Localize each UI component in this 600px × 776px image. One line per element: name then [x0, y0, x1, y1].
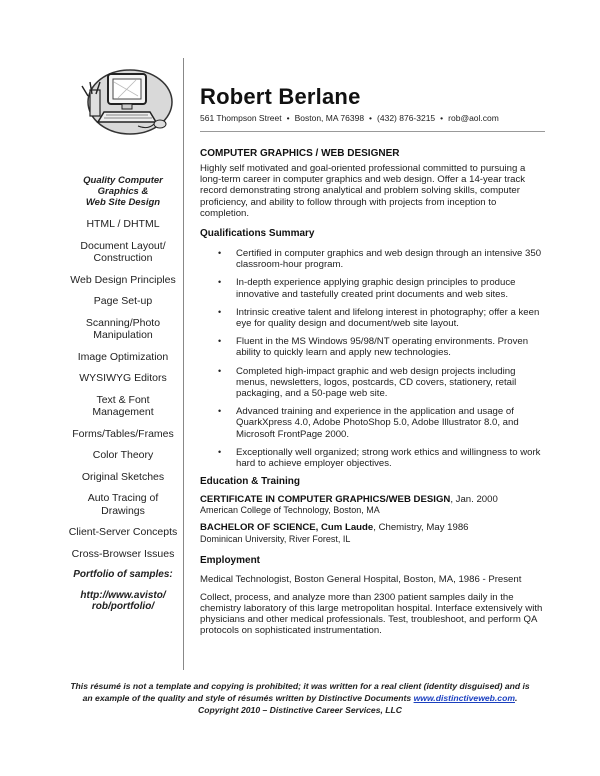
education-detail: , Chemistry, May 1986	[373, 522, 469, 534]
list-item	[200, 336, 545, 358]
header-rule	[200, 131, 545, 132]
qualification-text: Completed high-impact graphic and web design projects including menus, newsletters, logos, postcards, CD covers, stationery, retail packaging, and a 50-page web site.	[236, 365, 517, 400]
objective-title: COMPUTER GRAPHICS / WEB DESIGNER	[200, 148, 400, 159]
tagline	[62, 175, 184, 208]
footer-line-2-text: an example of the quality and style of résumés written by Distinctive Documents	[82, 693, 414, 703]
footer-line-3: Copyright 2010 – Distinctive Career Services, LLC	[198, 705, 402, 715]
main-content	[200, 84, 545, 637]
qualification-text: Fluent in the MS Windows 95/98/NT operating environments. Proven ability to quickly learn and apply new technologies.	[236, 336, 529, 359]
skill-image-optimization: Image Optimization	[77, 350, 169, 363]
vertical-divider	[183, 58, 184, 670]
bullet-icon: •	[218, 365, 222, 376]
list-item	[200, 366, 545, 400]
education-item	[200, 522, 545, 544]
separator-bullet: •	[440, 113, 444, 123]
bullet-icon: •	[218, 406, 222, 417]
list-item	[200, 277, 545, 299]
list-item	[200, 307, 545, 329]
address: 561 Thompson Street	[200, 113, 282, 123]
skill-wysiwyg: WYSIWYG Editors	[79, 372, 167, 384]
candidate-name: Robert Berlane	[200, 84, 361, 109]
skill-client-server: Client-Server Concepts	[68, 526, 178, 538]
skill-scanning: Scanning/Photo Manipulation	[85, 316, 161, 341]
skill-document-layout: Document Layout/ Construction	[80, 239, 166, 264]
phone: (432) 876-3215	[377, 113, 436, 123]
skill-color-theory: Color Theory	[92, 449, 154, 461]
employment-description: Collect, process, and analyze more than 2300 patient samples daily in the chemistry laboratory of this large metropolitan hospital. Interface extensively with physicians and other medical professionals. Test, troubleshoot, and perform QA protocols on sophisticated instrumentation.	[200, 591, 543, 637]
email-link[interactable]: rob@aol.com	[448, 113, 499, 123]
list-item	[200, 447, 545, 469]
tagline-line-2: Graphics &	[97, 186, 149, 197]
contact-line	[200, 113, 545, 123]
employment-title: Employment	[200, 554, 261, 566]
footer-line-2	[40, 692, 560, 704]
qualification-text: Certified in computer graphics and web design through an intensive 350 classroom-hour program.	[236, 248, 542, 271]
separator-bullet: •	[369, 113, 373, 123]
skill-text-font: Text & Font Management	[92, 393, 154, 418]
skill-web-design: Web Design Principles	[70, 273, 176, 286]
skill-forms-tables: Forms/Tables/Frames	[72, 427, 174, 440]
portfolio-url-line-1: http://www.avisto/	[80, 590, 166, 601]
footer-line-2-end: .	[514, 693, 518, 703]
list-item	[200, 248, 545, 270]
bullet-icon: •	[218, 277, 222, 288]
separator-bullet: •	[286, 113, 290, 123]
education-title: Education & Training	[200, 476, 301, 488]
skills-list	[62, 218, 184, 560]
qualifications-list	[200, 248, 545, 469]
qualification-text: Intrinsic creative talent and lifelong interest in photography; offer a keen eye for quality design and document/web site layout.	[236, 306, 540, 330]
objective-text: Highly self motivated and goal-oriented professional committed to pursuing a long-term career in computer graphics and web design. Offer a 14-year track record demonstrating strong analytical and problem solving skills, computer proficiency, and ability to follow through with projects from inception to completion.	[200, 163, 526, 219]
qualification-text: Advanced training and experience in the application and usage of QuarkXpress 4.0, Adobe PhotoShop 5.0, Adobe Illustrator 8.0, and Microsoft FrontPage 2000.	[236, 406, 519, 440]
bullet-icon: •	[218, 336, 222, 347]
footer-notice	[40, 680, 560, 716]
tagline-line-3: Web Site Design	[85, 197, 161, 208]
portfolio-url-line-2: rob/portfolio/	[91, 601, 155, 612]
list-item	[200, 406, 545, 440]
qualifications-title: Qualifications Summary	[200, 228, 315, 240]
bullet-icon: •	[218, 306, 222, 317]
qualification-text: Exceptionally well organized; strong work ethics and willingness to work hard to achieve employer objectives.	[236, 446, 541, 470]
education-item	[200, 494, 545, 516]
portfolio-url-link[interactable]	[62, 590, 184, 612]
skill-page-setup: Page Set-up	[93, 295, 153, 307]
education-degree: BACHELOR OF SCIENCE, Cum Laude	[200, 522, 374, 534]
footer-line-1: This résumé is not a template and copying is prohibited; it was written for a real client (identity disguised) and is	[70, 681, 530, 691]
skill-original-sketches: Original Sketches	[81, 470, 165, 483]
bullet-icon: •	[218, 248, 222, 259]
education-school: American College of Technology, Boston, MA	[200, 505, 380, 516]
employment-position: Medical Technologist, Boston General Hospital, Boston, MA, 1986 - Present	[200, 573, 522, 585]
tagline-line-1: Quality Computer	[83, 175, 163, 186]
qualification-text: In-depth experience applying graphic design principles to produce innovative and tastefully created print documents and web sites.	[236, 277, 516, 300]
skill-cross-browser: Cross-Browser Issues	[71, 547, 175, 560]
skill-auto-tracing: Auto Tracing of Drawings	[87, 492, 159, 517]
footer-website-link[interactable]: www.distinctiveweb.com	[413, 693, 515, 703]
bullet-icon: •	[218, 446, 222, 457]
portfolio-label: Portfolio of samples:	[73, 569, 173, 580]
skill-html: HTML / DHTML	[86, 218, 160, 230]
education-degree: CERTIFICATE IN COMPUTER GRAPHICS/WEB DESIGN	[200, 494, 451, 506]
education-detail: , Jan. 2000	[450, 494, 498, 506]
sidebar	[62, 60, 184, 612]
city: Boston, MA 76398	[294, 113, 365, 123]
education-school: Dominican University, River Forest, IL	[200, 533, 351, 544]
computer-clipart-icon	[78, 60, 174, 140]
